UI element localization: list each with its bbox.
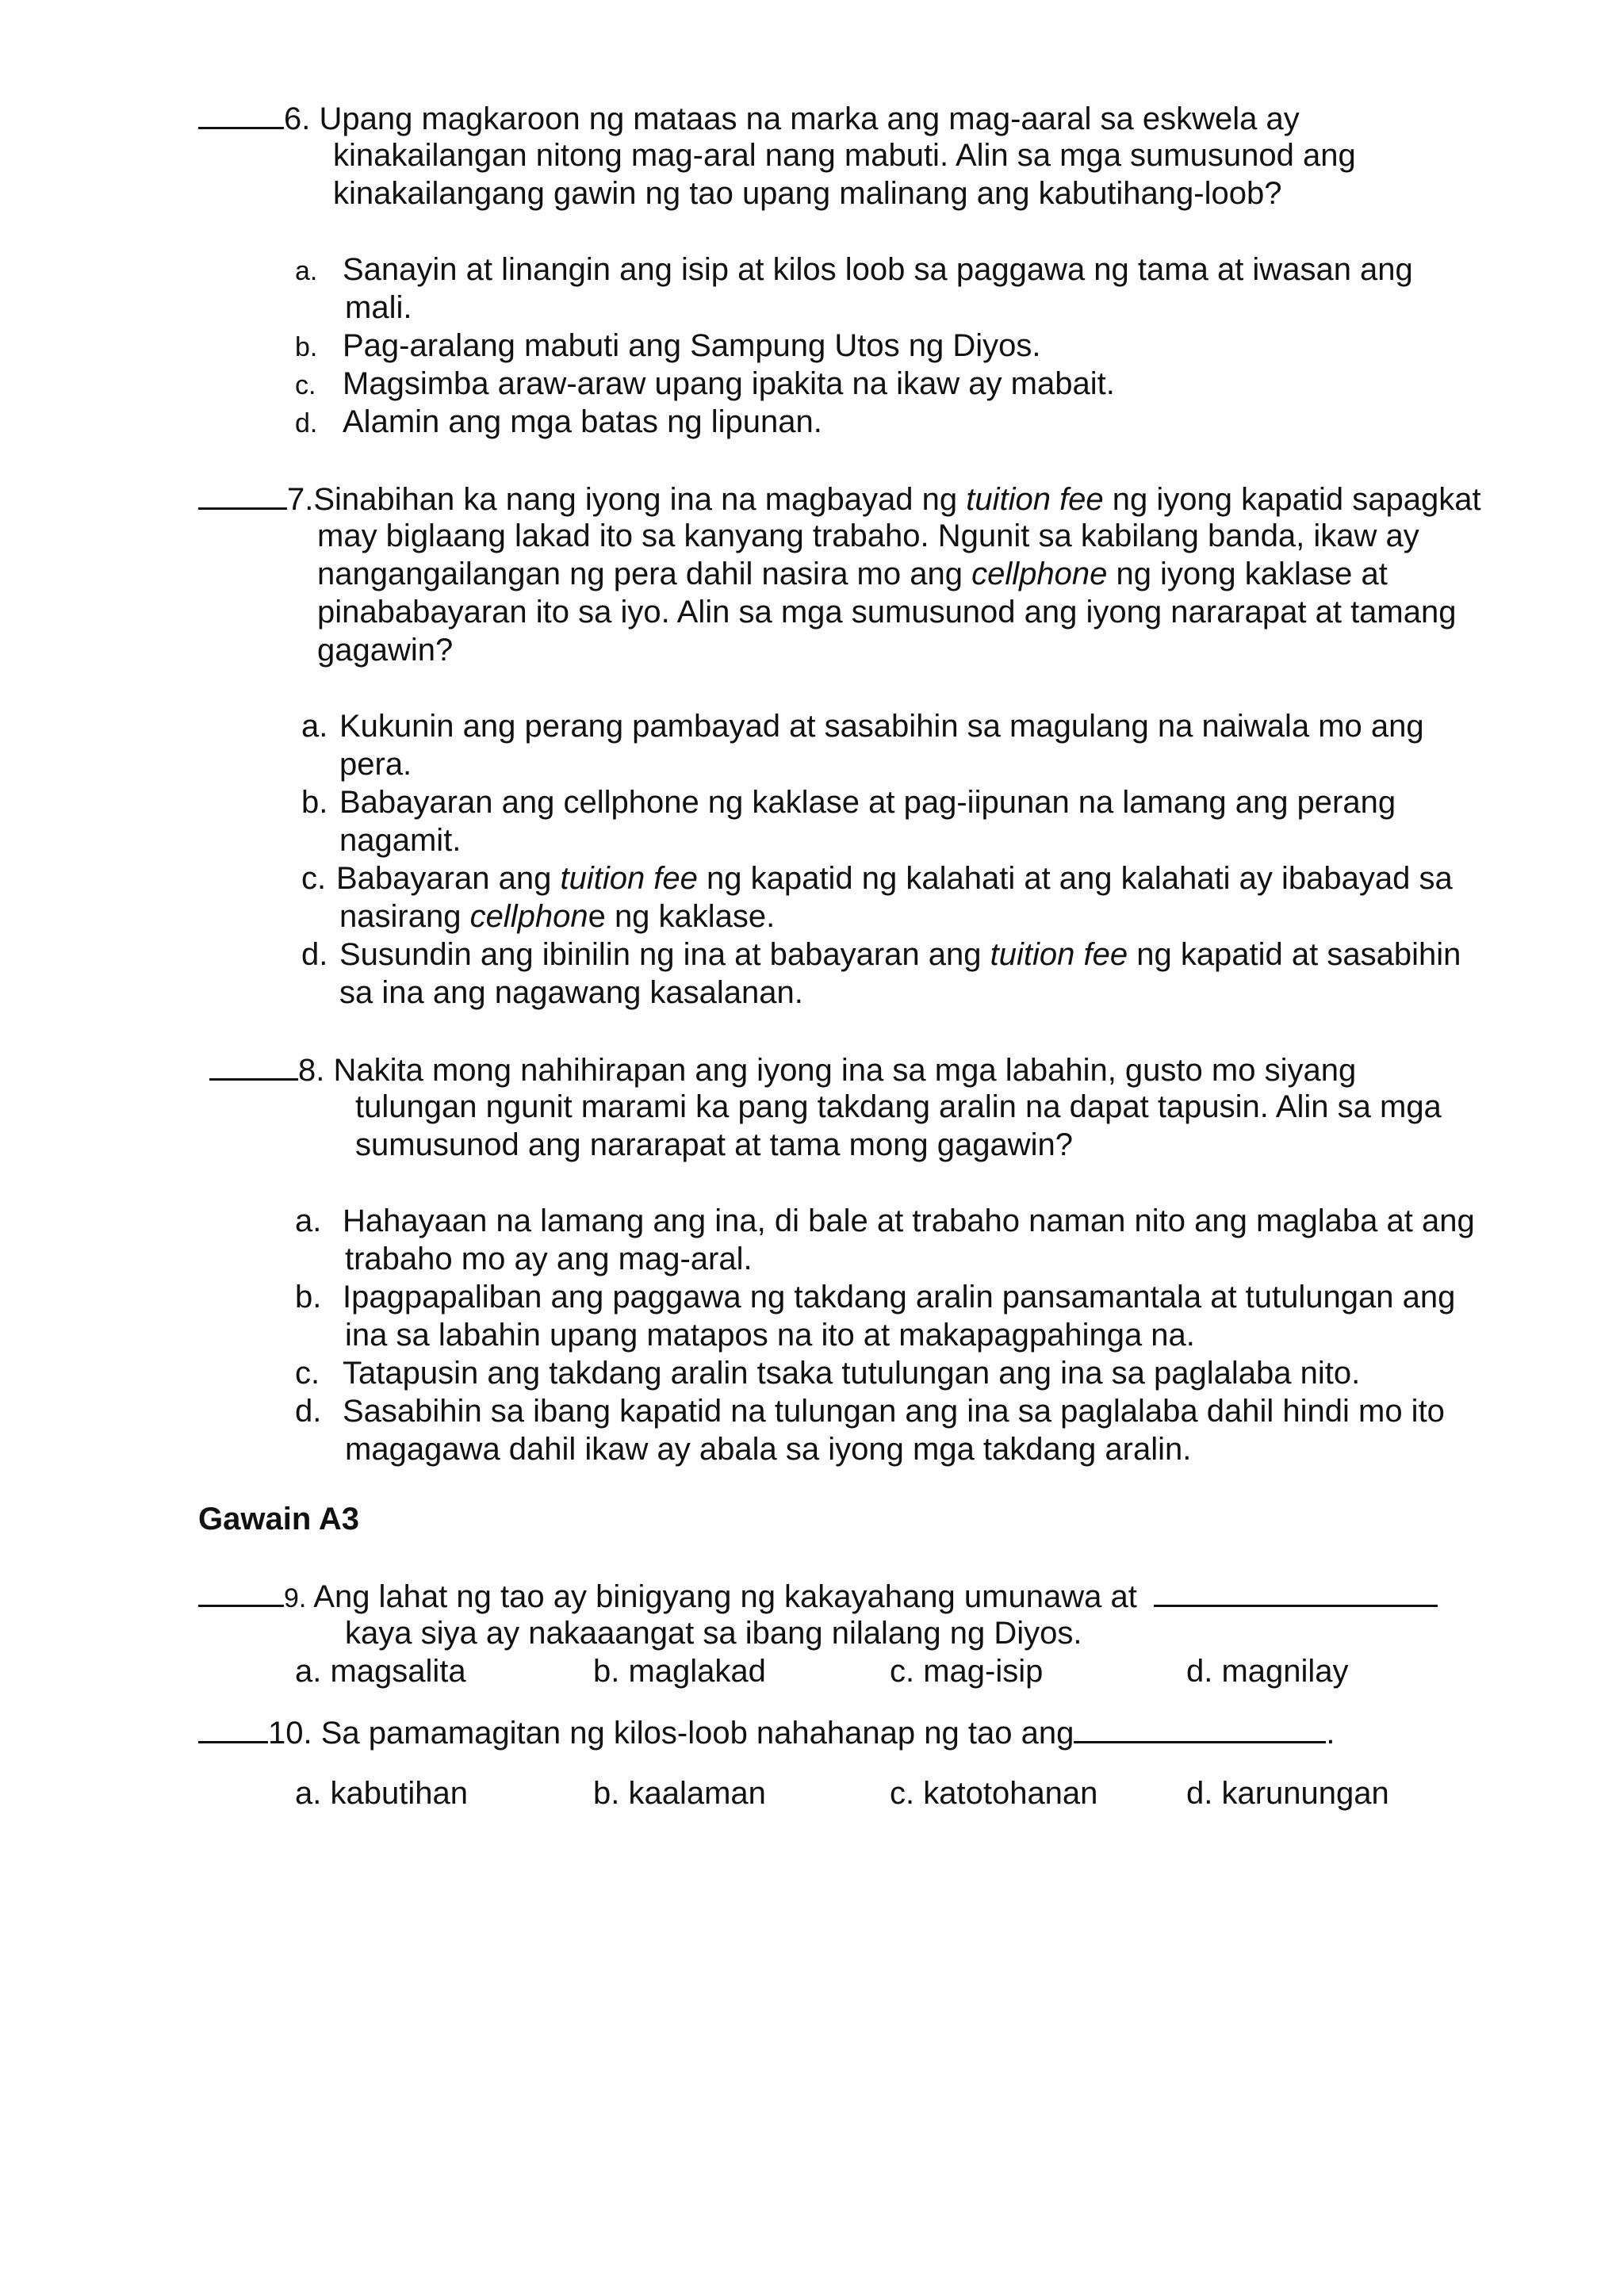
fill-in-blank-9[interactable]	[1154, 1576, 1438, 1607]
option-text-a: Susundin ang ibinilin ng ina at babayaran ang	[339, 937, 990, 972]
question-6-text-1: Upang magkaroon ng mataas na marka ang mag-aaral sa eskwela ay	[319, 101, 1300, 136]
question-10-text-1: Sa pamamagitan ng kilos-loob nahahanap ng tao ang	[320, 1716, 1074, 1751]
question-7-option-d[interactable]	[301, 936, 1461, 974]
question-7-text-5: gagawin?	[317, 633, 454, 668]
question-7-option-d-cont: sa ina ang nagawang kasalanan.	[339, 975, 803, 1010]
option-label: a.	[295, 256, 318, 286]
question-9-option-a[interactable]: a. magsalita	[295, 1654, 466, 1689]
question-7-text-3b: ng iyong kaklase at	[1107, 557, 1388, 591]
question-10-period: .	[1326, 1716, 1335, 1751]
answer-blank-6[interactable]	[198, 98, 284, 129]
option-label: b.	[295, 1280, 322, 1314]
question-10-option-b[interactable]: b. kaalaman	[593, 1776, 766, 1811]
option-text-em: tuition fee	[560, 861, 698, 896]
option-text: Sasabihin sa ibang kapatid na tulungan ang ina sa paglalaba dahil hindi mo ito	[343, 1394, 1445, 1429]
question-7-line-1	[198, 479, 1481, 519]
question-7-option-c[interactable]	[301, 859, 1453, 897]
option-text: Magsimba araw-araw upang ipakita na ikaw ay mabait.	[343, 366, 1115, 401]
question-8-option-c[interactable]	[295, 1354, 1360, 1392]
question-8	[209, 1050, 1356, 1089]
question-9	[198, 1576, 1438, 1617]
question-9-option-b[interactable]: b. maglakad	[593, 1654, 766, 1689]
question-7-text-1a: Sinabihan ka nang iyong ina na magbayad ng	[313, 482, 967, 517]
question-7-number: 7.	[287, 482, 314, 517]
question-8-option-b-cont: ina sa labahin upang matapos na ito at makapagpahinga na.	[345, 1318, 1195, 1353]
fill-in-blank-10[interactable]	[1074, 1712, 1326, 1743]
question-10-option-c[interactable]: c. katotohanan	[890, 1776, 1098, 1811]
question-8-text-2: tulungan ngunit marami ka pang takdang aralin na dapat tapusin. Alin sa mga	[355, 1089, 1442, 1124]
option-label: b.	[295, 332, 318, 362]
question-7-option-a[interactable]	[301, 707, 1424, 745]
question-10-option-a[interactable]: a. kabutihan	[295, 1776, 468, 1811]
answer-blank-9[interactable]	[198, 1576, 284, 1607]
option-label: a.	[295, 1203, 322, 1238]
question-6-option-a[interactable]	[295, 251, 1413, 290]
question-7-option-c-cont	[339, 897, 775, 936]
question-6-text-2: kinakailangan nitong mag-aral nang mabuti. Alin sa mga sumusunod ang	[333, 138, 1356, 173]
option-text: Babayaran ang cellphone ng kaklase at pag-iipunan na lamang ang perang	[339, 785, 1396, 820]
question-6-text-3: kinakailangang gawin ng tao upang malinang ang kabutihang-loob?	[333, 176, 1282, 211]
question-8-option-d-cont: magagawa dahil ikaw ay abala sa iyong mga takdang aralin.	[345, 1432, 1192, 1467]
option-text-em: cellphon	[469, 899, 588, 934]
question-8-line-1	[209, 1050, 1356, 1089]
question-6-option-b[interactable]	[295, 327, 1041, 366]
question-6-number: 6.	[284, 101, 311, 136]
option-text: Pag-aralang mabuti ang Sampung Utos ng Diyos.	[343, 328, 1041, 363]
option-text-a: Babayaran ang	[336, 861, 561, 896]
question-10	[198, 1712, 1335, 1752]
question-9-number: 9.	[284, 1583, 307, 1613]
option-label: a.	[301, 709, 328, 744]
question-7-option-a-cont: pera.	[339, 747, 412, 782]
question-7-text-1-em: tuition fee	[966, 482, 1104, 517]
option-text-b: e ng kaklase.	[588, 899, 776, 934]
question-6-line-1	[198, 98, 1300, 138]
option-label: b.	[301, 785, 328, 820]
option-text: Ipagpapaliban ang paggawa ng takdang aralin pansamantala at tutulungan ang	[343, 1280, 1456, 1314]
option-label: d.	[295, 408, 318, 438]
option-text-b: ng kapatid at sasabihin	[1128, 937, 1461, 972]
option-label: c.	[295, 1356, 320, 1391]
answer-blank-10[interactable]	[198, 1712, 268, 1743]
option-label: d.	[295, 1394, 322, 1429]
option-text: Sanayin at linangin ang isip at kilos loob sa paggawa ng tama at iwasan ang	[343, 252, 1413, 287]
question-8-text-3: sumusunod ang nararapat at tama mong gagawin?	[355, 1127, 1074, 1162]
option-text-b: ng kapatid ng kalahati at ang kalahati ay ibabayad sa	[697, 861, 1453, 896]
question-9-text-1: Ang lahat ng tao ay binigyang ng kakayahang umunawa at	[313, 1579, 1137, 1614]
option-text: Hahayaan na lamang ang ina, di bale at trabaho naman nito ang maglaba at ang	[343, 1203, 1475, 1238]
question-8-option-a[interactable]	[295, 1202, 1475, 1240]
option-label: d.	[301, 937, 328, 972]
question-9-text-2: kaya siya ay nakaaangat sa ibang nilalang ng Diyos.	[345, 1616, 1082, 1651]
option-label: c.	[295, 370, 316, 400]
question-6	[198, 98, 1300, 138]
question-6-option-d[interactable]	[295, 403, 822, 442]
option-text-em: tuition fee	[990, 937, 1128, 972]
question-7	[198, 479, 1481, 519]
question-6-option-c[interactable]	[295, 365, 1115, 404]
question-7-text-1b: ng iyong kapatid sapagkat	[1103, 482, 1481, 517]
question-10-option-d[interactable]: d. karunungan	[1186, 1776, 1389, 1811]
option-text: Kukunin ang perang pambayad at sasabihin sa magulang na naiwala mo ang	[339, 709, 1424, 744]
question-7-text-3a: nangangailangan ng pera dahil nasira mo ang	[317, 557, 972, 591]
question-7-text-4: pinababayaran ito sa iyo. Alin sa mga sumusunod ang iyong nararapat at tamang	[317, 595, 1457, 629]
question-7-text-3-em: cellphone	[971, 557, 1108, 591]
question-7-option-b[interactable]	[301, 783, 1396, 821]
question-6-option-a-cont: mali.	[345, 290, 412, 325]
answer-blank-7[interactable]	[198, 479, 287, 510]
question-7-text-2: may biglaang lakad ito sa kanyang trabaho. Ngunit sa kabilang banda, ikaw ay	[317, 519, 1419, 553]
option-text-a: nasirang	[339, 899, 470, 934]
option-text: Tatapusin ang takdang aralin tsaka tutulungan ang ina sa paglalaba nito.	[343, 1356, 1361, 1391]
question-9-option-d[interactable]: d. magnilay	[1186, 1654, 1349, 1689]
option-text: Alamin ang mga batas ng lipunan.	[343, 404, 822, 439]
question-9-line-1	[198, 1576, 1438, 1617]
question-7-text-3	[317, 555, 1388, 593]
question-8-option-d[interactable]	[295, 1392, 1445, 1430]
question-9-option-c[interactable]: c. mag-isip	[890, 1654, 1044, 1689]
section-heading: Gawain A3	[198, 1502, 360, 1536]
answer-blank-8[interactable]	[209, 1050, 298, 1081]
question-8-option-b[interactable]	[295, 1278, 1455, 1316]
question-8-option-a-cont: trabaho mo ay ang mag-aral.	[345, 1242, 753, 1276]
question-10-line-1	[198, 1712, 1335, 1752]
question-8-text-1: Nakita mong nahihirapan ang iyong ina sa mga labahin, gusto mo siyang	[333, 1053, 1357, 1088]
question-8-number: 8.	[298, 1053, 325, 1088]
option-label: c.	[301, 861, 327, 896]
question-7-option-b-cont: nagamit.	[339, 823, 462, 858]
question-10-number: 10.	[268, 1716, 312, 1751]
